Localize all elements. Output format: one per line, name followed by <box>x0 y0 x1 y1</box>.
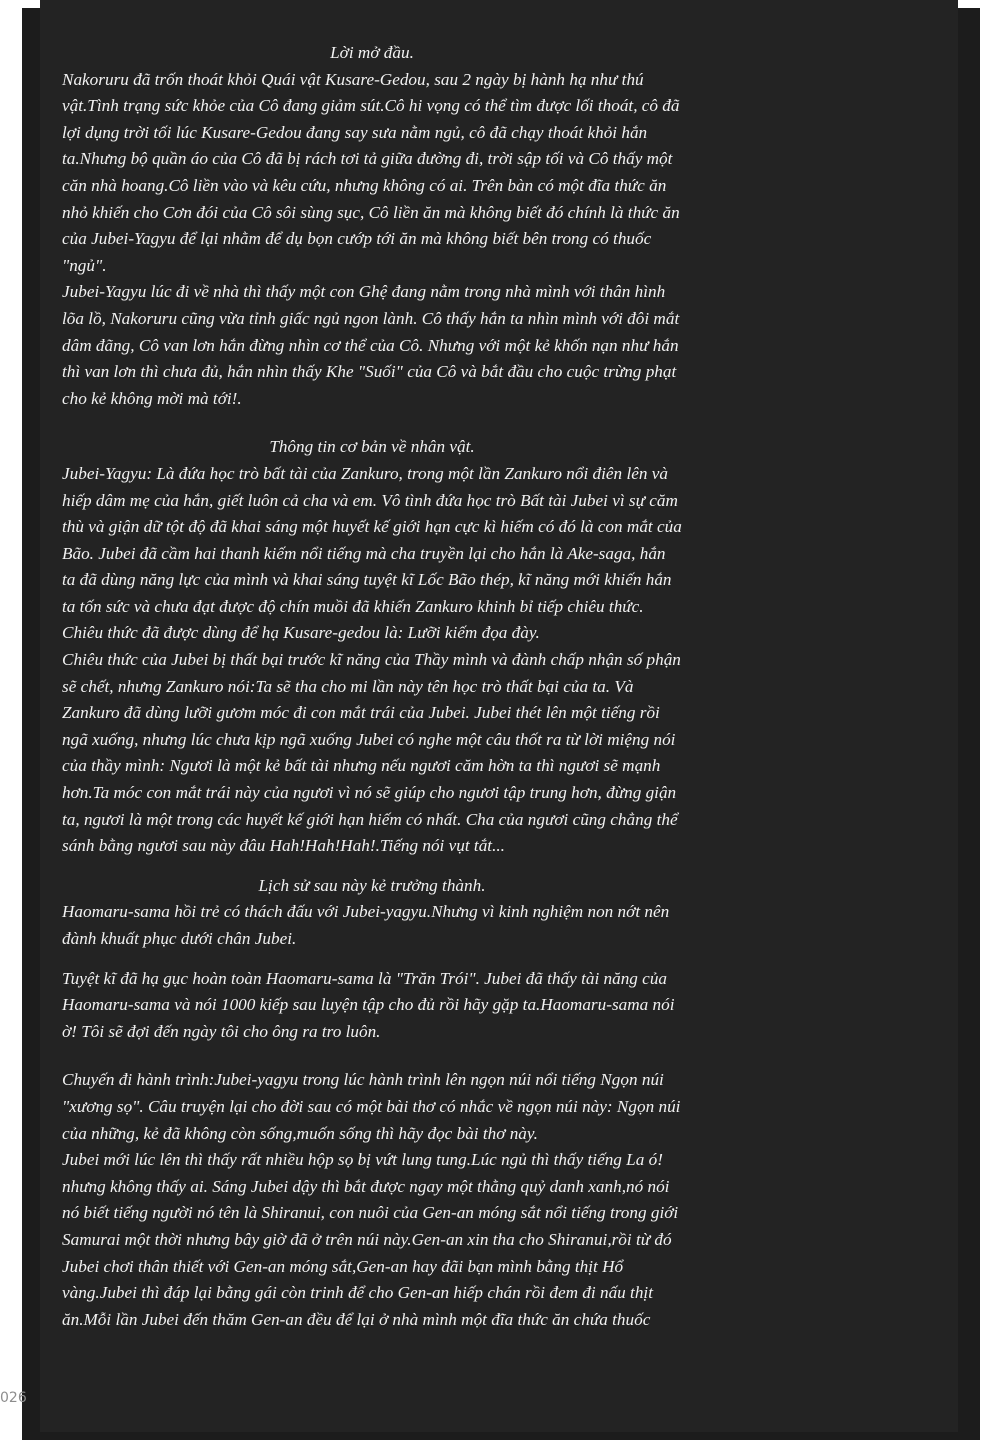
story-paragraph-6: Haomaru-sama hồi trẻ có thách đấu với Jubei-yagyu.Nhưng vì kinh nghiệm non nớt nên đành khuất phục dưới chân Jubei. <box>62 902 670 948</box>
story-paragraph-1: Nakoruru đã trốn thoát khỏi Quái vật Kusare-Gedou, sau 2 ngày bị hành hạ như thú vật.Tình trạng sức khỏe của Cô đang giảm sút.Cô hi vọng có thể tìm được lối thoát, cô đã lợi dụng trời tối lúc Kusare-Gedou đang say sưa nằm ngủ, cô đã chạy thoát khỏi hắn ta.Nhưng bộ quần áo của Cô đã bị rách tơi tả giữa đường đi, trời sập tối và Cô thấy một căn nhà hoang.Cô liền vào và kêu cứu, nhưng không có ai. Trên bàn có một đĩa thức ăn nhỏ khiến cho Cơn đói của Cô sôi sùng sục, Cô liền ăn mà không biết đó chính là thức ăn của Jubei-Yagyu để lại nhằm để dụ bọn cướp tới ăn mà không biết bên trong có thuốc "ngủ". <box>62 69 680 275</box>
page-number: 026 <box>0 1390 27 1406</box>
story-paragraph-3: Jubei-Yagyu: Là đứa học trò bất tài của Zankuro, trong một lần Zankuro nổi điên lên và hiếp dâm mẹ của hắn, giết luôn cả cha và em. Vô tình đứa học trò Bất tài Jubei vì sự căm thù và giận dữ tột độ đã khai sáng một huyết kế giới hạn cực kì hiếm có đó là con mắt của Bão. Jubei đã cầm hai thanh kiếm nổi tiếng mà cha truyền lại cho hắn là Ake-saga, hắn ta đã dùng năng lực của mình và khai sáng tuyệt kĩ Lốc Bão thép, kĩ năng mới khiến hắn ta tốn sức và chưa đạt được độ chín muồi đã khiến Zankuro khinh bỉ tiếp chiêu thức. <box>62 463 682 616</box>
story-paragraph-2: Jubei-Yagyu lúc đi về nhà thì thấy một con Ghệ đang nằm trong nhà mình với thân hình lõa lồ, Nakoruru cũng vừa tỉnh giấc ngủ ngon lành. Cô thấy hắn ta nhìn mình với đôi mắt dâm đãng, Cô van lơn hắn đừng nhìn cơ thể của Cô. Nhưng với một kẻ khốn nạn như hắn thì van lơn thì chưa đủ, hắn nhìn thấy Khe "Suối" của Cô và bắt đầu cho cuộc trừng phạt cho kẻ không mời mà tới!. <box>62 282 680 408</box>
story-paragraph-9: Jubei mới lúc lên thì thấy rất nhiều hộp sọ bị vứt lung tung.Lúc ngủ thì thấy tiếng La ó! nhưng không thấy ai. Sáng Jubei dậy thì bắt được ngay một thằng quỷ danh xanh,nó nói nó biết tiếng người nó tên là Shiranui, con nuôi của Gen-an móng sắt nổi tiếng trong giới Samurai một thời nhưng bây giờ đã ở trên núi này.Gen-an xin tha cho Shiranui,rồi từ đó Jubei chơi thân thiết với Gen-an móng sắt,Gen-an hay đãi bạn mình bằng thịt Hổ vàng.Jubei thì đáp lại bằng gái còn trinh để cho Gen-an hiếp chán rồi đem đi nấu thịt ăn.Mỗi lần Jubei đến thăm Gen-an đều để lại ở nhà mình một đĩa thức ăn chứa thuốc <box>62 1150 679 1329</box>
story-paragraph-7: Tuyệt kĩ đã hạ gục hoàn toàn Haomaru-sama là "Trăn Trói". Jubei đã thấy tài năng của Haomaru-sama và nói 1000 kiếp sau luyện tập cho đủ rồi hãy gặp ta.Haomaru-sama nói ờ! Tôi sẽ đợi đến ngày tôi cho ông ra tro luôn. <box>62 968 675 1041</box>
story-heading-history: Lịch sử sau này kẻ trưởng thành. <box>258 875 486 895</box>
story-paragraph-4: Chiêu thức đã được dùng để hạ Kusare-gedou là: Lưỡi kiếm đọa đày. <box>62 623 540 643</box>
story-paragraph-8: Chuyến đi hành trình:Jubei-yagyu trong lúc hành trình lên ngọn núi nổi tiếng Ngọn núi "xương sọ". Câu truyện lại cho đời sau có một bài thơ có nhắc về ngọn núi này: Ngọn núi của những, kẻ đã không còn sống,muốn sống thì hãy đọc bài thơ này. <box>62 1070 681 1143</box>
story-text-column <box>62 40 682 1333</box>
story-paragraph-5: Chiêu thức của Jubei bị thất bại trước kĩ năng của Thầy mình và đành chấp nhận số phận sẽ chết, nhưng Zankuro nói:Ta sẽ tha cho mi lần này tên học trò thất bại của ta. Và Zankuro đã dùng lưỡi gươm móc đi con mắt trái của Jubei. Jubei thét lên một tiếng rồi ngã xuống, nhưng lúc chưa kịp ngã xuống Jubei có nghe một câu thốt ra từ lời miệng nói của thầy mình: Ngươi là một kẻ bất tài nhưng nếu ngươi căm hờn ta thì ngươi sẽ mạnh hơn.Ta móc con mắt trái này của ngươi vì nó sẽ giúp cho ngươi tập trung hơn, đừng giận ta, ngươi là một trong các huyết kế giới hạn hiếm có nhất. Cha của ngươi cũng chẳng thể sánh bằng ngươi sau này đâu Hah!Hah!Hah!.Tiếng nói vụt tắt... <box>62 650 681 856</box>
right-column <box>690 8 980 1440</box>
story-heading-preface: Lời mở đầu. <box>330 43 414 62</box>
story-heading-character-info: Thông tin cơ bản về nhân vật. <box>269 437 475 457</box>
